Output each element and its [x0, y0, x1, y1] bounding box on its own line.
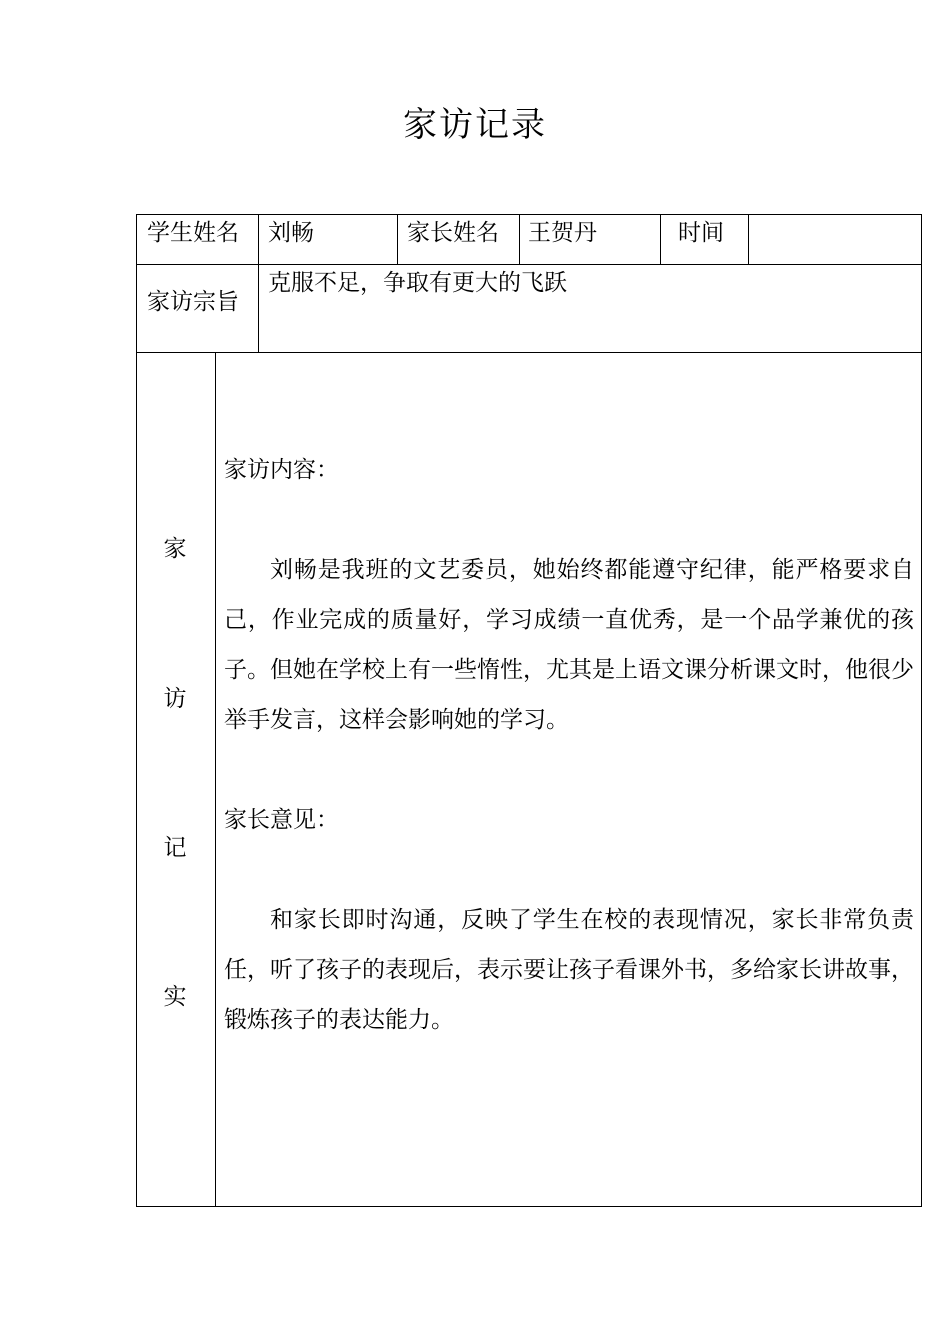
content-paragraph: 刘畅是我班的文艺委员，她始终都能遵守纪律，能严格要求自己，作业完成的质量好，学习成绩一直优秀，是一个品学兼优的孩子。但她在学校上有一些惰性，尤其是上语文课分析课文时，他很少举手发言，这样会影响她的学习。 — [224, 557, 914, 733]
record-side-divider — [215, 352, 216, 1207]
record-side-char-2: 访 — [163, 686, 187, 712]
parent-opinion-heading — [224, 795, 914, 845]
col-divider-3 — [519, 214, 520, 264]
purpose-label: 家访宗旨 — [147, 289, 239, 315]
record-side-char-3: 记 — [163, 835, 187, 861]
page-title: 家访记录 — [403, 105, 547, 145]
parent-name-value: 王贺丹 — [528, 220, 597, 246]
opinion-paragraph: 和家长即时沟通，反映了学生在校的表现情况，家长非常负责任，听了孩子的表现后，表示要让孩子看课外书，多给家长讲故事，锻炼孩子的表达能力。 — [224, 907, 914, 1033]
record-side-char-4: 实 — [163, 984, 187, 1010]
student-name-value: 刘畅 — [268, 220, 314, 246]
content-heading-text: 家访内容： — [224, 457, 339, 483]
record-side-char-1: 家 — [163, 536, 187, 562]
parent-name-label: 家长姓名 — [407, 220, 499, 246]
student-name-label: 学生姓名 — [147, 220, 239, 246]
col-divider-1 — [258, 214, 259, 352]
visit-content-heading — [224, 445, 914, 495]
visit-content-body — [224, 545, 914, 745]
row-divider-2 — [136, 352, 922, 353]
col-divider-2 — [397, 214, 398, 264]
col-divider-5 — [748, 214, 749, 264]
parent-opinion-body — [224, 895, 914, 1045]
row-divider-1 — [136, 264, 922, 265]
purpose-value: 克服不足，争取有更大的飞跃 — [268, 270, 567, 296]
opinion-heading-text: 家长意见： — [224, 807, 339, 833]
time-label: 时间 — [678, 220, 724, 246]
col-divider-4 — [660, 214, 661, 264]
